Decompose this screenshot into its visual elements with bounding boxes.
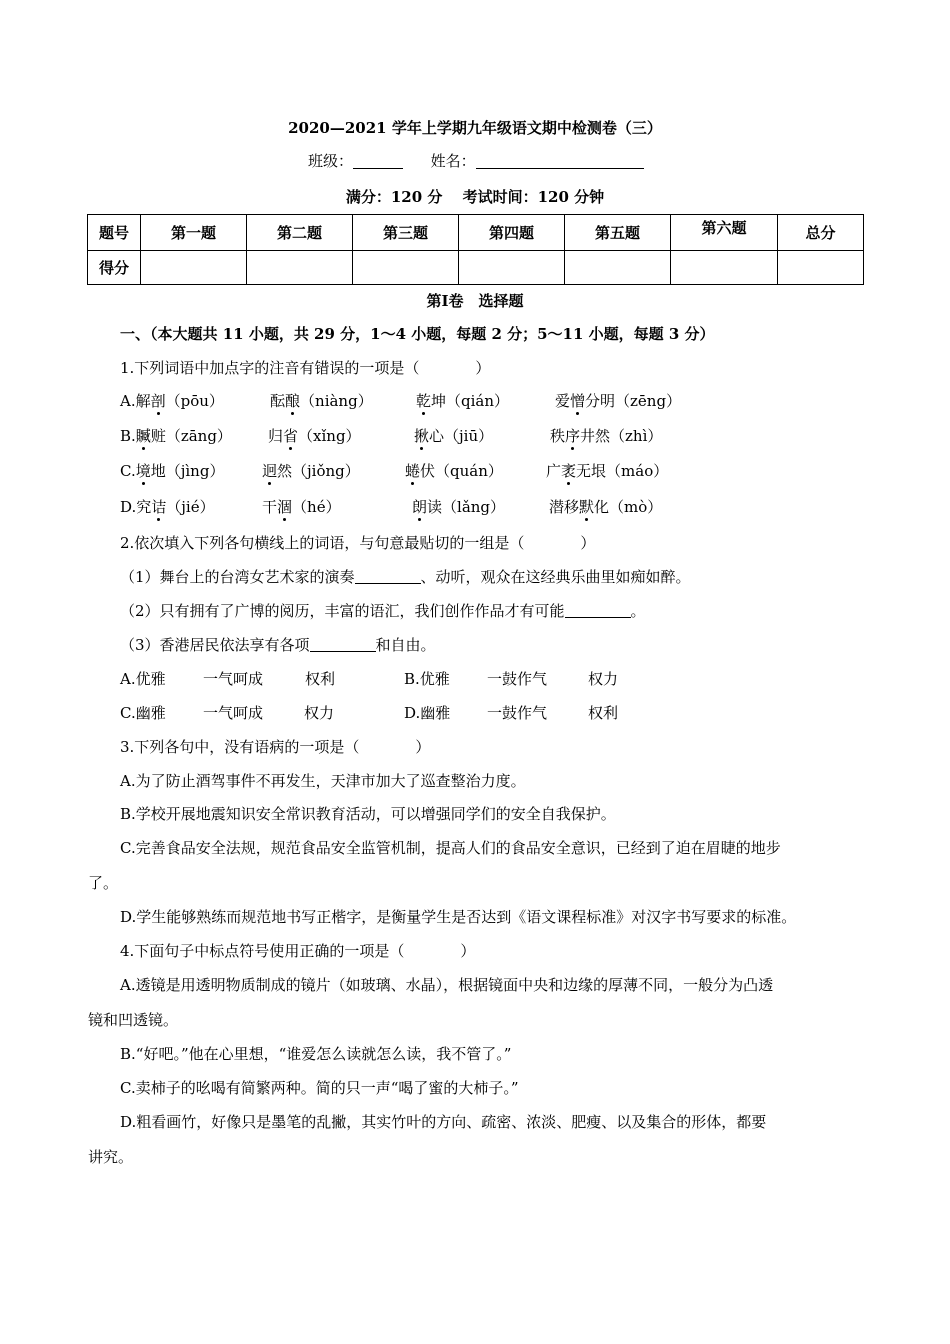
q1-option-c-4: 广袤无垠（máo） (546, 462, 669, 480)
q4-option-d-cont: 讲究。 (88, 1148, 134, 1166)
table-header-cell: 题号 (88, 215, 141, 251)
table-header-cell: 第二题 (247, 215, 353, 251)
score-row-label: 得分 (88, 251, 141, 285)
q3-option-a: A.为了防止酒驾事件不再发生，天津市加大了巡查整治力度。 (120, 772, 526, 790)
score-time-line: 满分：120 分 考试时间：120 分钟 (345, 188, 605, 206)
q1-option-b-2: 归省（xǐng） (268, 427, 361, 445)
q4-option-c: C.卖柿子的吆喝有简繁两种。简的只一声“喝了蜜的大柿子。” (120, 1079, 519, 1097)
q2-sentence-1: （1）舞台上的台湾女艺术家的演奏 、动听，观众在这经典乐曲里如痴如醉。 (120, 568, 691, 586)
q4-stem: 4.下面句子中标点符号使用正确的一项是（ ） (120, 942, 476, 960)
q2-stem: 2.依次填入下列各句横线上的词语，与句意最贴切的一组是（ ） (120, 534, 596, 552)
score-table (87, 214, 864, 285)
name-label: 姓名： (430, 152, 476, 170)
q2-option-d: D.幽雅 一鼓作气 权利 (404, 704, 619, 722)
q1-option-d-4: 潜移默化（mò） (549, 498, 663, 516)
score-cell[interactable] (671, 251, 778, 285)
part-one-instructions: 一、（本大题共 11 小题，共 29 分，1～4 小题，每题 2 分；5～11 小题，每题 3 分） (120, 325, 715, 343)
q3-option-d: D.学生能够熟练而规范地书写正楷字，是衡量学生是否达到《语文课程标准》对汉字书写要求的标准。 (120, 908, 797, 926)
table-header-cell: 第六题 (671, 215, 778, 251)
section-title: 第Ⅰ卷 选择题 (426, 292, 524, 310)
score-cell[interactable] (353, 251, 459, 285)
name-blank[interactable] (476, 153, 644, 169)
q1-option-c-3: 蜷伏（quán） (405, 462, 503, 480)
q2-sentence-2: （2）只有拥有了广博的阅历，丰富的语汇，我们创作作品才有可能 。 (120, 602, 646, 620)
class-blank[interactable] (353, 153, 403, 169)
table-header-cell: 第一题 (141, 215, 247, 251)
q1-option-d-3: 朗读（lǎng） (412, 498, 506, 516)
table-header-cell: 总分 (778, 215, 864, 251)
q1-option-a-3: 乾坤（qián） (416, 392, 510, 410)
table-header-cell: 第五题 (565, 215, 671, 251)
q3-option-c: C.完善食品安全法规，规范食品安全监管机制，提高人们的食品安全意识，已经到了迫在眉睫的地步 (120, 839, 781, 857)
score-cell[interactable] (459, 251, 565, 285)
q4-option-d: D.粗看画竹，好像只是墨笔的乱撇，其实竹叶的方向、疏密、浓淡、肥瘦、以及集合的形体，都要 (120, 1113, 767, 1131)
q1-stem: 1.下列词语中加点字的注音有错误的一项是（ ） (120, 359, 491, 377)
table-header-cell: 第四题 (459, 215, 565, 251)
q3-option-c-cont: 了。 (88, 874, 119, 892)
score-table-header-row (88, 215, 864, 251)
q1-option-a-2: 酝酿（niàng） (270, 392, 373, 410)
q3-option-b: B.学校开展地震知识安全常识教育活动，可以增强同学们的安全自我保护。 (120, 805, 616, 823)
score-cell[interactable] (141, 251, 247, 285)
q1-option-b-3: 揪心（jiū） (414, 427, 494, 445)
q2-sentence-3: （3）香港居民依法享有各项 和自由。 (120, 636, 436, 654)
score-table-row (88, 251, 864, 285)
score-cell[interactable] (565, 251, 671, 285)
q1-option-d: D.究诘（jié） (120, 498, 215, 516)
q3-stem: 3.下列各句中，没有语病的一项是（ ） (120, 738, 431, 756)
q4-option-a-cont: 镜和凹透镜。 (88, 1011, 179, 1029)
q4-option-b: B.“好吧。”他在心里想，“谁爱怎么读就怎么读，我不管了。” (120, 1045, 512, 1063)
table-header-cell: 第三题 (353, 215, 459, 251)
q1-option-b: B.贓赃（zāng） (120, 427, 232, 445)
q1-option-a-4: 爱憎分明（zēng） (555, 392, 682, 410)
score-cell[interactable] (778, 251, 864, 285)
student-info-line (308, 150, 644, 171)
q1-option-c: C.境地（jìng） (120, 462, 225, 480)
q4-option-a: A.透镜是用透明物质制成的镜片（如玻璃、水晶），根据镜面中央和边缘的厚薄不同，一般分为凸透 (120, 976, 774, 994)
q1-option-d-2: 干涸（hé） (262, 498, 341, 516)
q2-option-a: A.优雅 一气呵成 权利 (120, 670, 336, 688)
q1-option-a: A.解剖（pōu） (120, 392, 224, 410)
class-label: 班级： (308, 152, 354, 170)
q1-option-b-4: 秩序井然（zhì） (550, 427, 663, 445)
q1-option-c-2: 迥然（jiǒng） (262, 462, 360, 480)
score-cell[interactable] (247, 251, 353, 285)
q2-option-c: C.幽雅 一气呵成 权力 (120, 704, 335, 722)
exam-title: 2020—2021 学年上学期九年级语文期中检测卷（三） (288, 119, 662, 137)
q2-option-b: B.优雅 一鼓作气 权力 (404, 670, 619, 688)
